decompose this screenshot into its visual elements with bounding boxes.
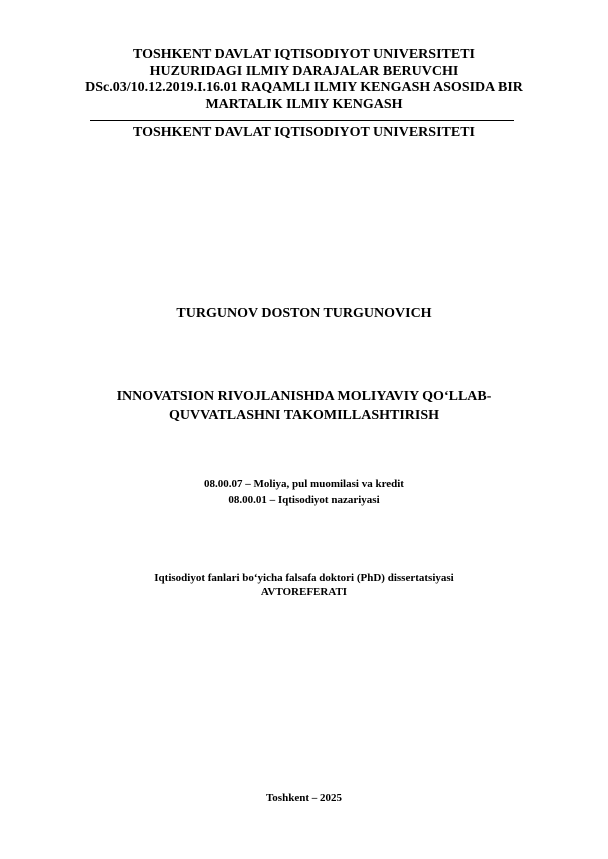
header-line-4: MARTALIK ILMIY KENGASH [205,96,403,112]
council-header [0,47,608,113]
header-divider [90,120,514,121]
degree-line-2: AVTOREFERATI [260,585,348,598]
header-line-1: TOSHKENT DAVLAT IQTISODIYOT UNIVERSITETI [133,47,475,62]
place-and-year: Toshkent – 2025 [265,792,342,804]
degree-statement [0,572,608,599]
author-name: TURGUNOV DOSTON TURGUNOVICH [176,306,432,321]
specialty-line-1: 08.00.07 – Moliya, pul muomilasi va kredit [204,478,404,490]
header-line-2: HUZURIDAGI ILMIY DARAJALAR BERUVCHI [149,63,459,79]
degree-line-1: Iqtisodiyot fanlari bo‘yicha falsafa doktori (PhD) dissertatsiyasi [154,572,454,584]
dissertation-title [0,387,608,425]
title-line-1: INNOVATSION RIVOJLANISHDA MOLIYAVIY QO‘LLAB- [116,389,492,404]
specialty-line-2: 08.00.01 – Iqtisodiyot nazariyasi [228,494,380,506]
title-line-2: QUVVATLASHNI TAKOMILLASHTIRISH [168,408,440,423]
header-line-3: DSc.03/10.12.2019.I.16.01 RAQAMLI ILMIY KENGASH ASOSIDA BIR [85,80,523,95]
university-name: TOSHKENT DAVLAT IQTISODIYOT UNIVERSITETI [133,125,475,140]
specialty-codes [0,476,608,508]
